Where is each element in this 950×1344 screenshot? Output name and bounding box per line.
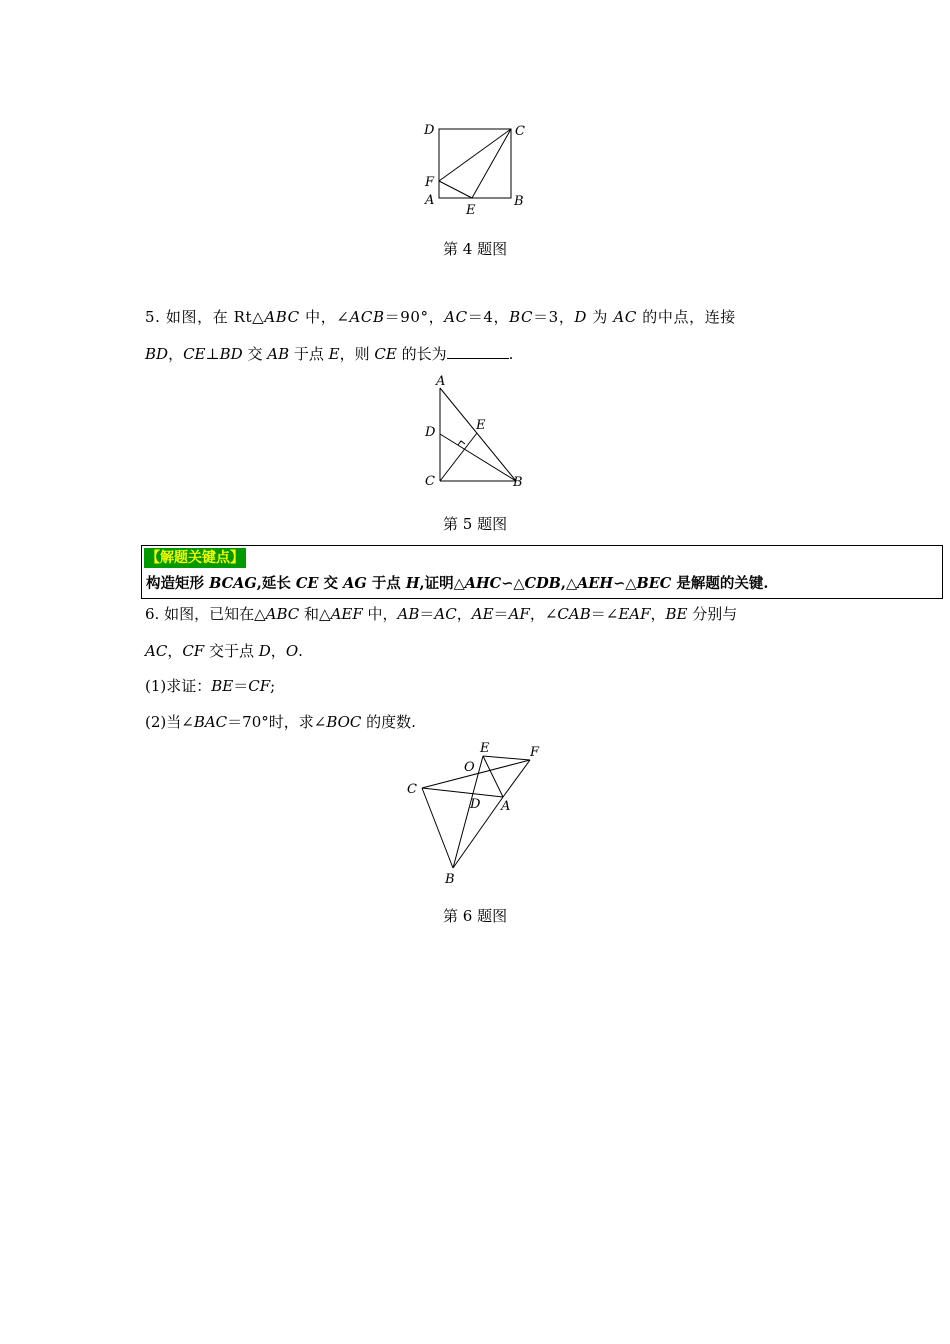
key-point-box xyxy=(141,545,943,599)
label-b: B xyxy=(445,872,455,887)
label-c: C xyxy=(407,782,417,797)
segment-ea xyxy=(483,756,503,797)
figure-5-caption: 第 5 题图 xyxy=(443,515,508,533)
label-e: E xyxy=(466,203,476,218)
figure-6-caption: 第 6 题图 xyxy=(443,907,508,925)
label-b: B xyxy=(514,194,524,209)
segment-ce xyxy=(440,433,477,481)
label-b: B xyxy=(513,475,523,490)
segment-cb xyxy=(422,788,453,868)
label-a: A xyxy=(501,799,511,814)
label-f: F xyxy=(425,175,435,190)
square-abcd xyxy=(439,129,511,198)
label-e: E xyxy=(476,418,486,433)
label-c: C xyxy=(425,474,435,489)
key-point-text: 构造矩形 BCAG,延长 CE 交 AG 于点 H,证明△AHC∽△CDB,△AEH∽△BEC 是解题的关键. xyxy=(146,575,769,592)
problem-6-question-1: (1)求证：BE＝CF; xyxy=(145,677,276,695)
figure-5 xyxy=(420,372,530,492)
label-d: D xyxy=(470,797,481,812)
figure-6 xyxy=(400,738,550,888)
problem-5-line-2: BD，CE⊥BD 交 AB 于点 E，则 CE 的长为 . xyxy=(145,345,514,363)
label-o: O xyxy=(464,760,475,775)
answer-blank[interactable] xyxy=(447,344,509,359)
label-d: D xyxy=(425,425,436,440)
label-f: F xyxy=(530,745,540,760)
key-point-tag: 【解题关键点】 xyxy=(146,550,244,566)
problem-5-line-1: 5. 如图，在 Rt△ABC 中，∠ACB＝90°，AC＝4，BC＝3，D 为 AC 的中点，连接 xyxy=(145,308,736,326)
right-angle-mark xyxy=(458,441,465,445)
segment-fe xyxy=(439,181,472,198)
segment-db xyxy=(440,434,516,481)
label-c: C xyxy=(515,124,525,139)
problem-6-line-2: AC，CF 交于点 D，O. xyxy=(145,642,303,660)
label-a: A xyxy=(436,374,446,389)
figure-4 xyxy=(415,118,535,218)
label-d: D xyxy=(424,123,435,138)
segment-ce xyxy=(472,129,511,198)
figure-4-caption: 第 4 题图 xyxy=(443,240,508,258)
label-a: A xyxy=(425,193,435,208)
problem-6-line-1: 6. 如图，已知在△ABC 和△AEF 中，AB＝AC，AE＝AF，∠CAB＝∠EAF，BE 分别与 xyxy=(145,605,738,623)
segment-ef xyxy=(483,756,530,760)
problem-6-question-2: (2)当∠BAC＝70°时，求∠BOC 的度数. xyxy=(145,713,416,731)
segment-ab xyxy=(440,388,516,481)
segment-cf xyxy=(439,129,511,181)
label-e: E xyxy=(480,741,490,756)
segment-ca xyxy=(422,788,503,797)
